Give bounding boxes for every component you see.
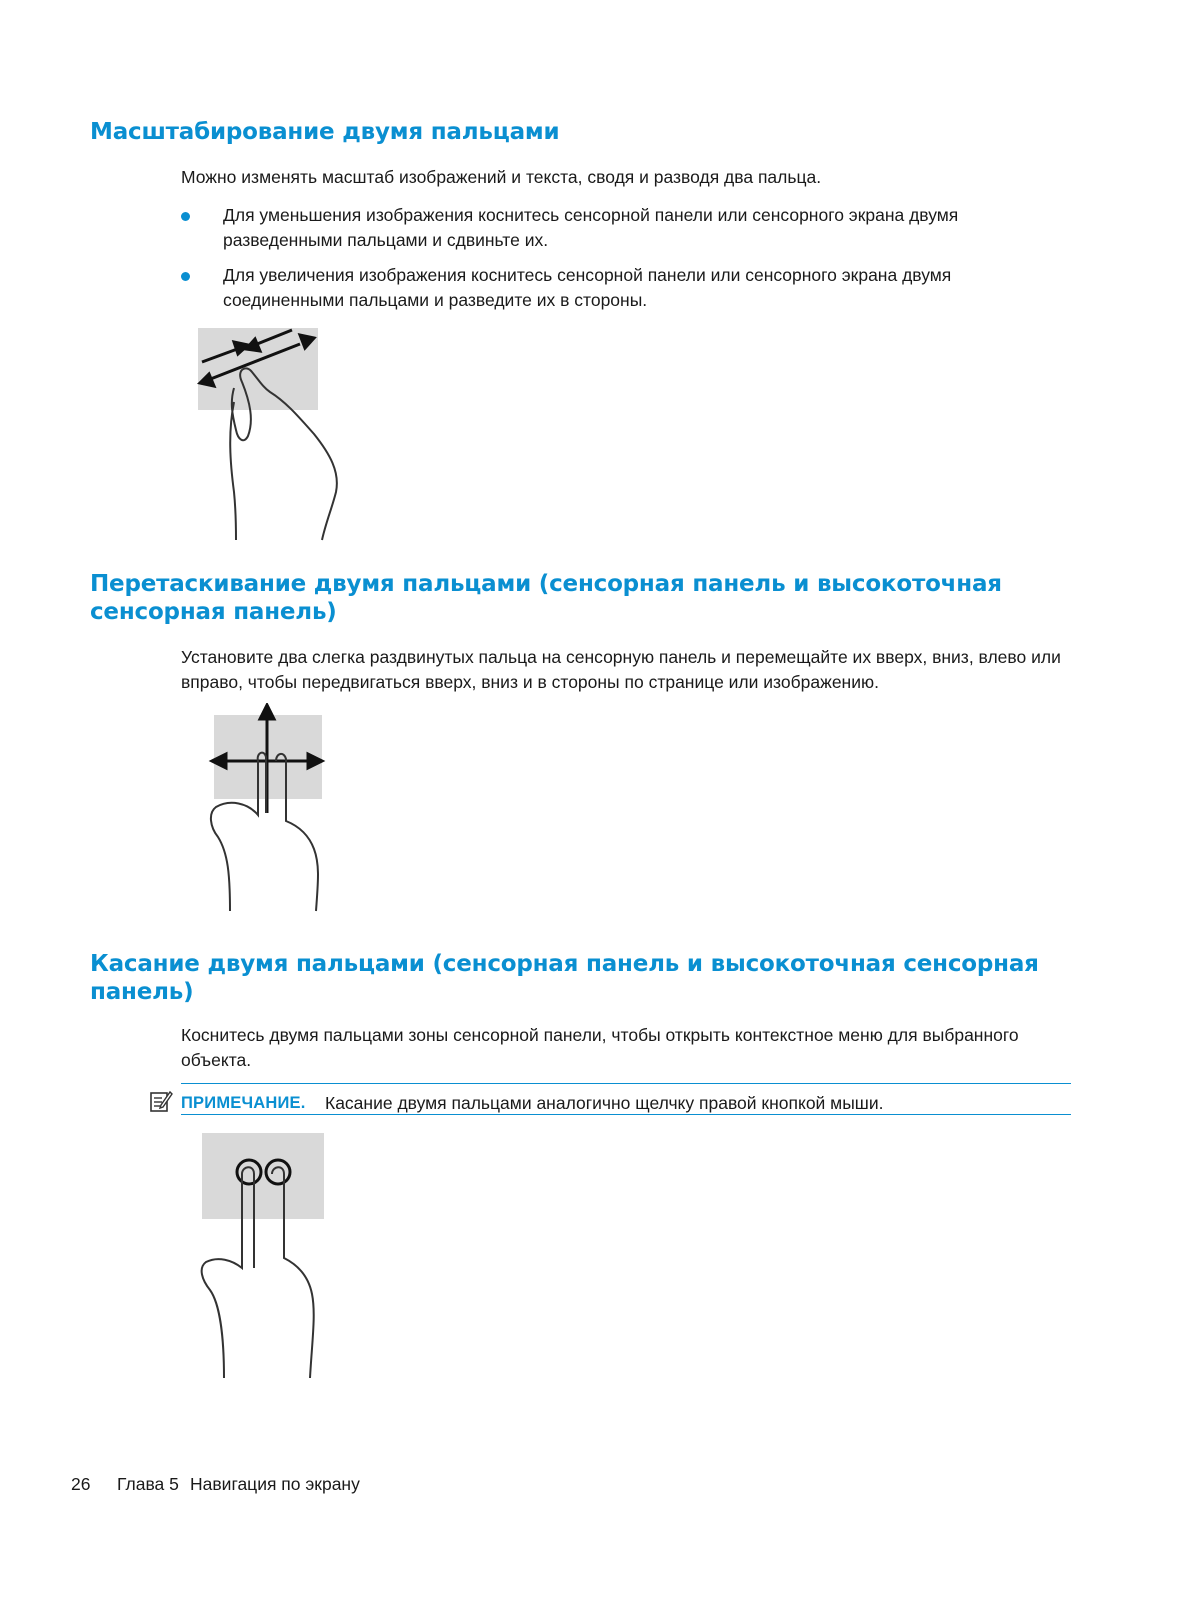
bullet-icon <box>181 212 190 221</box>
page-number: 26 <box>71 1474 91 1494</box>
touchpad-area <box>198 328 318 410</box>
touchpad-area <box>202 1133 324 1219</box>
bullet-text: Для уменьшения изображения коснитесь сенсорной панели или сенсорного экрана двумя разведенными пальцами и сдвиньте их. <box>223 205 959 250</box>
note-label: ПРИМЕЧАНИЕ. <box>181 1094 306 1112</box>
footer-chapter: Глава 5 <box>117 1474 179 1494</box>
note-bottom-rule <box>181 1114 1071 1115</box>
two-finger-scroll-body: Установите два слегка раздвинутых пальца на сенсорную панель и перемещайте их вверх, вниз, влево или вправо, чтобы передвигаться вверх, вниз и в стороны по странице или изображению. <box>181 647 1061 692</box>
pinch-zoom-intro: Можно изменять масштаб изображений и текста, сводя и разводя два пальца. <box>181 167 822 187</box>
note-text: Касание двумя пальцами аналогично щелчку правой кнопкой мыши. <box>325 1093 884 1113</box>
section-title-two-finger-scroll: Перетаскивание двумя пальцами (сенсорная панель и высокоточная сенсорная панель) <box>90 571 1002 625</box>
note-icon <box>149 1089 173 1113</box>
bullet-text: Для увеличения изображения коснитесь сенсорной панели или сенсорного экрана двумя соединенными пальцами и разведите их в стороны. <box>223 265 952 310</box>
footer-chapter-title: Навигация по экрану <box>190 1474 360 1494</box>
section-title-two-finger-tap: Касание двумя пальцами (сенсорная панель и высокоточная сенсорная панель) <box>90 951 1039 1005</box>
bullet-icon <box>181 272 190 281</box>
two-finger-tap-illustration <box>192 1128 337 1383</box>
section-title-pinch-zoom: Масштабирование двумя пальцами <box>90 119 560 145</box>
pinch-zoom-illustration <box>190 322 350 542</box>
two-finger-tap-body: Коснитесь двумя пальцами зоны сенсорной панели, чтобы открыть контекстное меню для выбранного объекта. <box>181 1025 1019 1070</box>
two-finger-scroll-illustration <box>200 703 335 913</box>
note-top-rule <box>181 1083 1071 1084</box>
